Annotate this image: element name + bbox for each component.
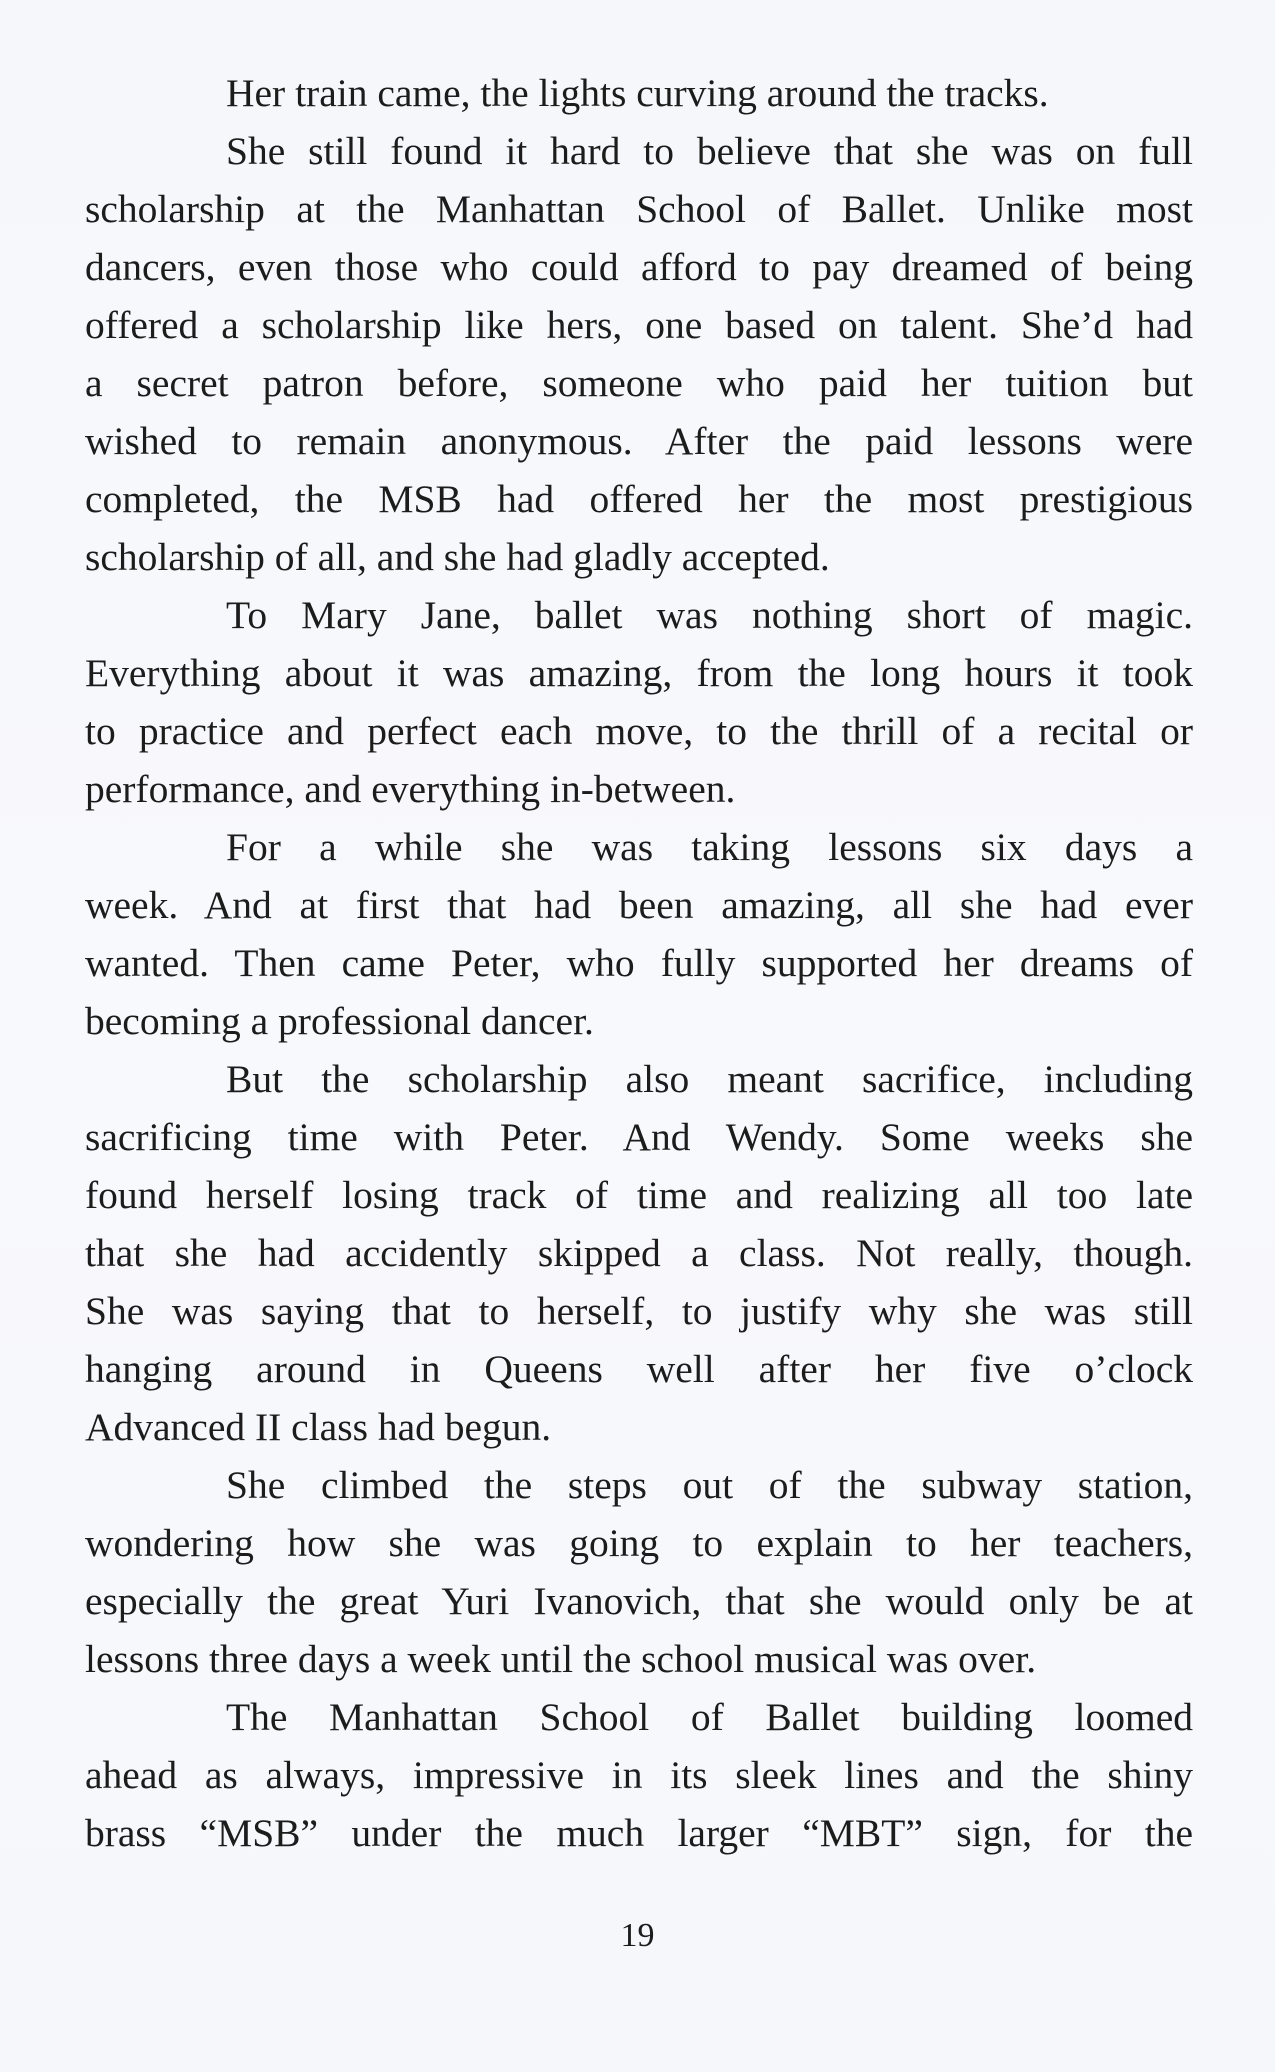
text-line: ahead as always, impressive in its sleek lines and the shiny	[85, 1753, 1193, 1797]
text-line: week. And at first that had been amazing, all she had ever	[85, 883, 1193, 927]
text-line: wondering how she was going to explain to her teachers,	[85, 1521, 1193, 1565]
page-number: 19	[620, 1917, 655, 1954]
text-line: sacrificing time with Peter. And Wendy. Some weeks she	[85, 1115, 1193, 1159]
text-line: becoming a professional dancer.	[85, 999, 594, 1043]
text-line: The Manhattan School of Ballet building loomed	[226, 1695, 1193, 1739]
text-line: to practice and perfect each move, to the thrill of a recital or	[85, 709, 1193, 753]
text-line: performance, and everything in-between.	[85, 767, 736, 811]
body-text	[85, 64, 1193, 1862]
text-line: dancers, even those who could afford to pay dreamed of being	[85, 245, 1193, 289]
text-line: Everything about it was amazing, from the long hours it took	[85, 651, 1193, 695]
text-line: She still found it hard to believe that she was on full	[226, 129, 1193, 173]
text-line: offered a scholarship like hers, one based on talent. She’d had	[85, 303, 1193, 347]
text-line: scholarship of all, and she had gladly accepted.	[85, 535, 830, 579]
text-line: that she had accidently skipped a class. Not really, though.	[85, 1231, 1193, 1275]
text-line: a secret patron before, someone who paid her tuition but	[85, 361, 1193, 405]
text-line: brass “MSB” under the much larger “MBT” sign, for the	[85, 1811, 1193, 1855]
text-line: Advanced II class had begun.	[85, 1405, 552, 1449]
text-line: found herself losing track of time and realizing all too late	[85, 1173, 1193, 1217]
text-line: lessons three days a week until the school musical was over.	[85, 1637, 1037, 1681]
text-line: wanted. Then came Peter, who fully supported her dreams of	[85, 941, 1193, 985]
text-line: especially the great Yuri Ivanovich, that she would only be at	[85, 1579, 1193, 1623]
text-line: She was saying that to herself, to justify why she was still	[85, 1289, 1193, 1333]
text-line: For a while she was taking lessons six days a	[226, 825, 1193, 869]
text-line: To Mary Jane, ballet was nothing short of magic.	[226, 593, 1193, 637]
text-line: But the scholarship also meant sacrifice, including	[226, 1057, 1193, 1101]
text-line: completed, the MSB had offered her the most prestigious	[85, 477, 1193, 521]
text-line: Her train came, the lights curving around the tracks.	[226, 71, 1049, 115]
text-line: wished to remain anonymous. After the paid lessons were	[85, 419, 1193, 463]
text-line: She climbed the steps out of the subway station,	[226, 1463, 1193, 1507]
text-line: scholarship at the Manhattan School of Ballet. Unlike most	[85, 187, 1193, 231]
text-line: hanging around in Queens well after her five o’clock	[85, 1347, 1193, 1391]
